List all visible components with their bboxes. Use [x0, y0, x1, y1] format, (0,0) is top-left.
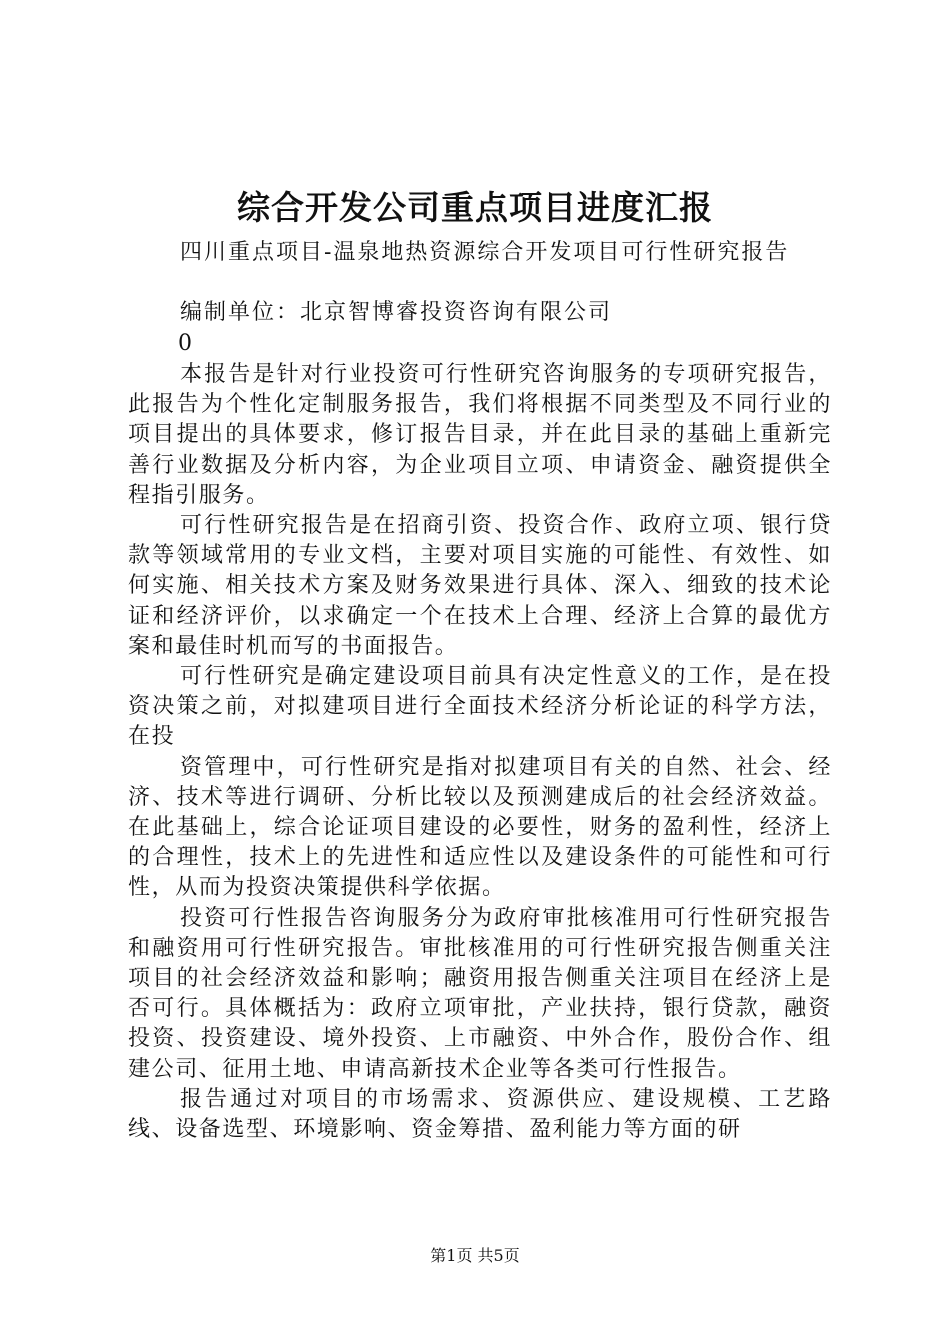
- paragraph-2: 可行性研究报告是在招商引资、投资合作、政府立项、银行贷款等领域常用的专业文档，主要对项目实施的可能性、有效性、如何实施、相关技术方案及财务效果进行具体、深入、细致的技术论证和经济评价，以求确定一个在技术上合理、经济上合算的最优方案和最佳时机而写的书面报告。: [128, 513, 832, 659]
- paragraph-3: 可行性研究是确定建设项目前具有决定性意义的工作，是在投资决策之前，对拟建项目进行全面技术经济分析论证的科学方法，在投: [128, 664, 832, 750]
- paragraph-1: 本报告是针对行业投资可行性研究咨询服务的专项研究报告，此报告为个性化定制服务报告，我们将根据不同类型及不同行业的项目提出的具体要求，修订报告目录，并在此目录的基础上重新完善行业数据及分析内容，为企业项目立项、申请资金、融资提供全程指引服务。: [128, 362, 832, 508]
- document-subtitle: 四川重点项目-温泉地热资源综合开发项目可行性研究报告: [180, 240, 790, 265]
- paragraph-6: 报告通过对项目的市场需求、资源供应、建设规模、工艺路线、设备选型、环境影响、资金筹措、盈利能力等方面的研: [128, 1086, 832, 1143]
- paragraph-5: 投资可行性报告咨询服务分为政府审批核准用可行性研究报告和融资用可行性研究报告。审批核准用的可行性研究报告侧重关注项目的社会经济效益和影响；融资用报告侧重关注项目在经济上是否可行。具体概括为：政府立项审批，产业扶持，银行贷款，融资投资、投资建设、境外投资、上市融资、中外合作，股份合作、组建公司、征用土地、申请高新技术企业等各类可行性报告。: [128, 905, 832, 1082]
- page-footer: 第1页 共5页: [430, 1246, 520, 1265]
- compiling-unit: 编制单位：北京智博睿投资咨询有限公司: [180, 300, 613, 325]
- paragraph-4: 资管理中，可行性研究是指对拟建项目有关的自然、社会、经济、技术等进行调研、分析比较以及预测建成后的社会经济效益。在此基础上，综合论证项目建设的必要性，财务的盈利性，经济上的合理性，技术上的先进性和适应性以及建设条件的可能性和可行性，从而为投资决策提供科学依据。: [128, 754, 832, 901]
- document-body: [128, 360, 832, 1145]
- document-title: 综合开发公司重点项目进度汇报: [237, 188, 713, 227]
- section-marker: 0: [178, 331, 192, 356]
